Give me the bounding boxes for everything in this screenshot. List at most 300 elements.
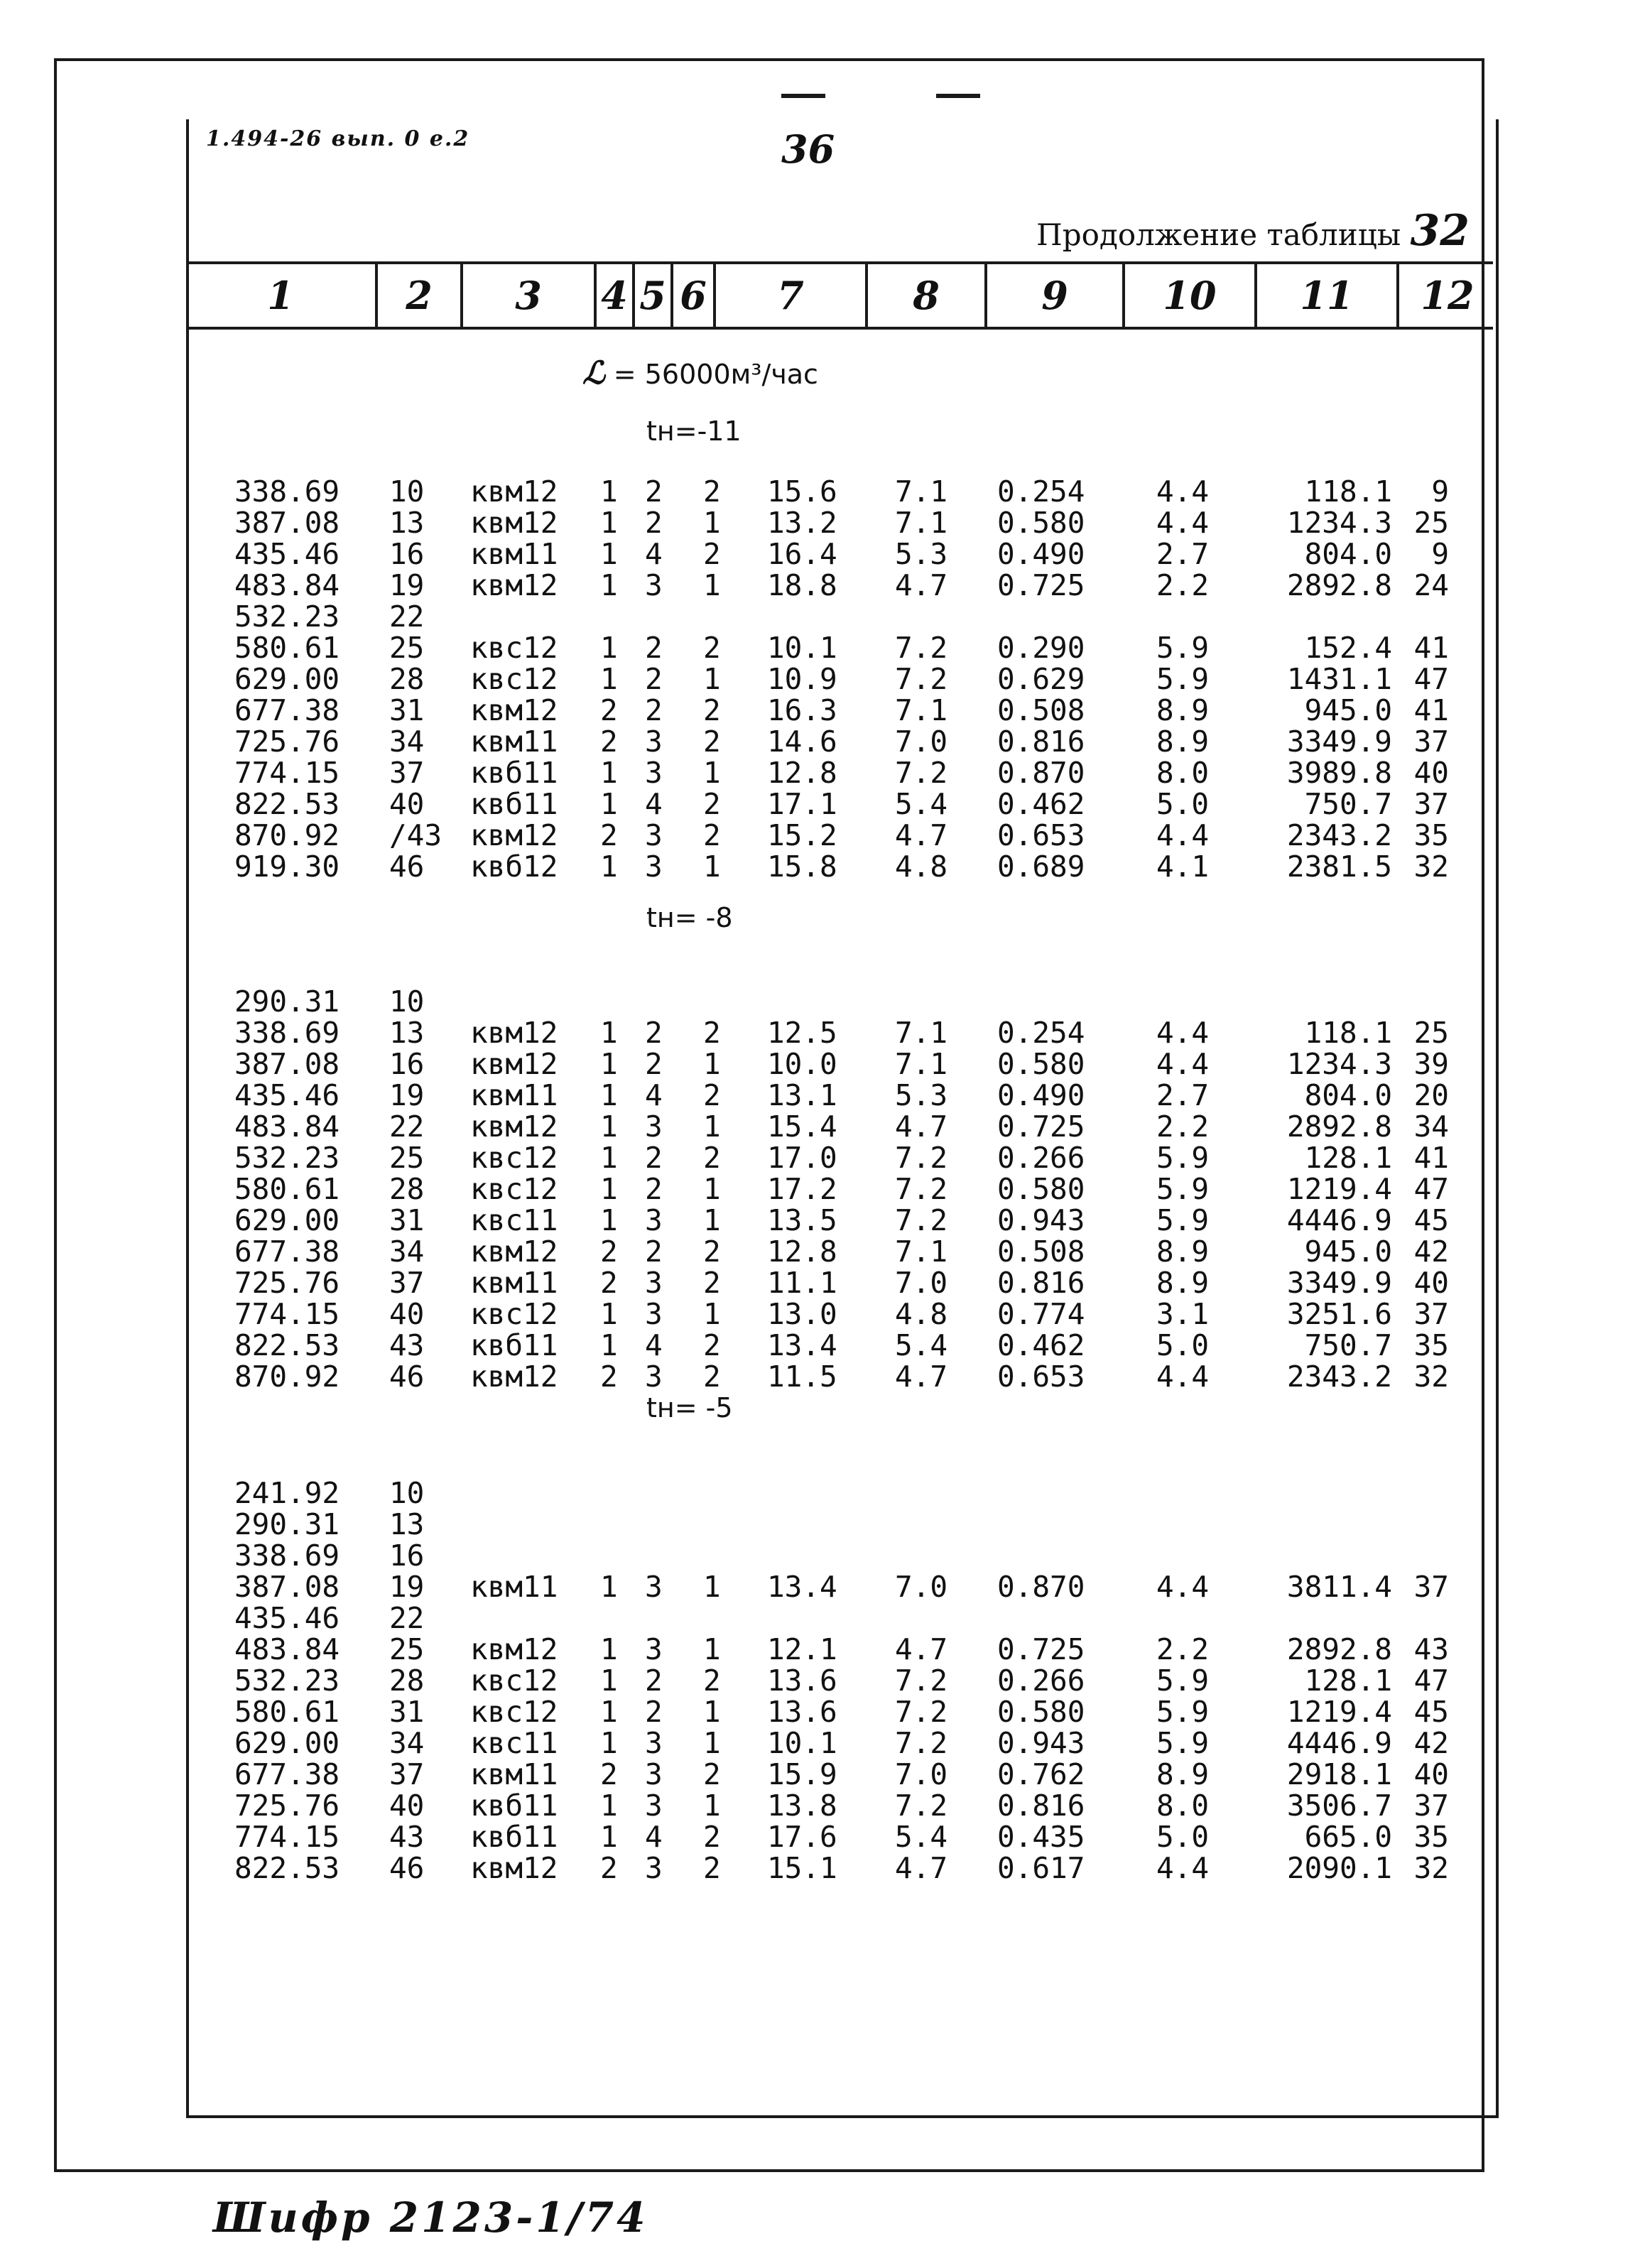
cell-col-8: 7.2 xyxy=(895,1203,948,1237)
cell-col-8: 4.7 xyxy=(895,1632,948,1666)
cell-col-6: 1 xyxy=(703,1203,721,1237)
cell-col-4: 1 xyxy=(600,1297,618,1331)
column-header-3: 3 xyxy=(463,264,597,327)
cell-col-10: 4.4 xyxy=(1156,1570,1210,1604)
cell-col-11: 665.0 xyxy=(1304,1820,1392,1854)
cell-col-2: 37 xyxy=(389,1266,425,1300)
cell-col-1: 677.38 xyxy=(234,1235,340,1269)
cell-col-9: 0.725 xyxy=(997,1109,1085,1144)
cell-col-12: 40 xyxy=(1413,756,1449,790)
cell-col-1: 629.00 xyxy=(234,1726,340,1760)
cell-col-6: 2 xyxy=(703,1664,721,1698)
cell-col-8: 7.1 xyxy=(895,506,948,540)
cell-col-9: 0.580 xyxy=(997,1695,1085,1729)
cell-col-7: 16.3 xyxy=(767,693,837,727)
cell-col-6: 2 xyxy=(703,1851,721,1885)
cell-col-8: 4.7 xyxy=(895,1109,948,1144)
cell-col-7: 10.9 xyxy=(767,662,837,696)
cell-col-9: 0.725 xyxy=(997,1632,1085,1666)
cell-col-8: 7.0 xyxy=(895,1266,948,1300)
cell-col-12: 47 xyxy=(1413,662,1449,696)
cell-col-3: квб11 xyxy=(470,1328,558,1362)
cell-col-8: 7.0 xyxy=(895,725,948,759)
cell-col-10: 5.0 xyxy=(1156,1328,1210,1362)
cell-col-2: 13 xyxy=(389,506,425,540)
cell-col-1: 919.30 xyxy=(234,850,340,884)
cell-col-4: 1 xyxy=(600,1789,618,1823)
cell-col-5: 2 xyxy=(645,1016,663,1050)
cell-col-3: квм11 xyxy=(470,537,558,571)
cell-col-10: 2.2 xyxy=(1156,568,1210,602)
cell-col-12: 37 xyxy=(1413,725,1449,759)
cell-col-2: 28 xyxy=(389,662,425,696)
formula-symbol: ℒ xyxy=(582,355,605,391)
cell-col-9: 0.762 xyxy=(997,1757,1085,1791)
cell-col-1: 435.46 xyxy=(234,1601,340,1635)
column-header-row xyxy=(186,261,1493,330)
cell-col-11: 750.7 xyxy=(1304,787,1392,821)
cell-col-5: 3 xyxy=(645,1570,663,1604)
cell-col-2: 46 xyxy=(389,1851,425,1885)
cell-col-10: 8.9 xyxy=(1156,1757,1210,1791)
cell-col-12: 43 xyxy=(1413,1632,1449,1666)
cell-col-11: 3349.9 xyxy=(1286,725,1392,759)
cell-col-6: 1 xyxy=(703,1789,721,1823)
column-header-12: 12 xyxy=(1421,273,1475,318)
cell-col-1: 822.53 xyxy=(234,787,340,821)
table-number: 32 xyxy=(1410,206,1470,256)
cell-col-2: 43 xyxy=(389,1820,425,1854)
cell-col-10: 4.4 xyxy=(1156,506,1210,540)
cell-col-7: 13.5 xyxy=(767,1203,837,1237)
cell-col-2: 13 xyxy=(389,1507,425,1541)
cell-col-7: 15.9 xyxy=(767,1757,837,1791)
cell-col-6: 1 xyxy=(703,1172,721,1206)
cell-col-2: 16 xyxy=(389,537,425,571)
cell-col-1: 241.92 xyxy=(234,1476,340,1510)
cell-col-2: /43 xyxy=(389,818,442,852)
cell-col-9: 0.490 xyxy=(997,537,1085,571)
cell-col-7: 17.0 xyxy=(767,1141,837,1175)
cell-col-3: квм11 xyxy=(470,1078,558,1112)
cell-col-8: 7.0 xyxy=(895,1757,948,1791)
cell-col-10: 5.9 xyxy=(1156,1203,1210,1237)
cell-col-6: 1 xyxy=(703,756,721,790)
column-header-10: 10 xyxy=(1125,264,1257,327)
cell-col-5: 2 xyxy=(645,662,663,696)
cell-col-2: 25 xyxy=(389,631,425,665)
cell-col-11: 2090.1 xyxy=(1286,1851,1392,1885)
cell-col-7: 14.6 xyxy=(767,725,837,759)
cell-col-8: 7.1 xyxy=(895,1235,948,1269)
cell-col-7: 12.5 xyxy=(767,1016,837,1050)
cell-col-2: 31 xyxy=(389,1695,425,1729)
cell-col-7: 10.1 xyxy=(767,631,837,665)
cell-col-2: 34 xyxy=(389,1726,425,1760)
cell-col-8: 5.3 xyxy=(895,537,948,571)
cell-col-8: 7.1 xyxy=(895,1016,948,1050)
cell-col-4: 1 xyxy=(600,631,618,665)
cell-col-7: 17.2 xyxy=(767,1172,837,1206)
cell-col-4: 2 xyxy=(600,818,618,852)
cell-col-1: 870.92 xyxy=(234,1360,340,1394)
cell-col-6: 2 xyxy=(703,693,721,727)
formula-value: 56000м³/час xyxy=(644,359,818,390)
cell-col-4: 1 xyxy=(600,506,618,540)
cell-col-1: 580.61 xyxy=(234,1695,340,1729)
cell-col-11: 118.1 xyxy=(1304,1016,1392,1050)
cell-col-11: 2892.8 xyxy=(1286,568,1392,602)
cell-col-3: квм12 xyxy=(470,818,558,852)
cell-col-1: 532.23 xyxy=(234,599,340,634)
cell-col-7: 10.0 xyxy=(767,1047,837,1081)
cell-col-9: 0.816 xyxy=(997,1266,1085,1300)
cell-col-12: 37 xyxy=(1413,787,1449,821)
cell-col-3: квс12 xyxy=(470,1141,558,1175)
cell-col-1: 725.76 xyxy=(234,1266,340,1300)
cell-col-8: 4.7 xyxy=(895,1851,948,1885)
cell-col-11: 128.1 xyxy=(1304,1664,1392,1698)
cell-col-2: 28 xyxy=(389,1172,425,1206)
top-dash-right xyxy=(936,94,980,98)
cell-col-12: 40 xyxy=(1413,1266,1449,1300)
cell-col-10: 2.7 xyxy=(1156,537,1210,571)
cell-col-11: 2892.8 xyxy=(1286,1109,1392,1144)
cell-col-3: квм12 xyxy=(470,693,558,727)
cell-col-3: квм12 xyxy=(470,1632,558,1666)
cell-col-10: 5.9 xyxy=(1156,1141,1210,1175)
cell-col-6: 1 xyxy=(703,850,721,884)
cell-col-6: 2 xyxy=(703,1820,721,1854)
cell-col-8: 4.7 xyxy=(895,568,948,602)
cell-col-5: 3 xyxy=(645,818,663,852)
cell-col-2: 19 xyxy=(389,1570,425,1604)
cell-col-12: 45 xyxy=(1413,1695,1449,1729)
cell-col-5: 3 xyxy=(645,756,663,790)
cell-col-7: 13.4 xyxy=(767,1328,837,1362)
cell-col-2: 40 xyxy=(389,787,425,821)
cell-col-3: квс11 xyxy=(470,1203,558,1237)
cell-col-1: 483.84 xyxy=(234,1109,340,1144)
cell-col-4: 1 xyxy=(600,787,618,821)
cell-col-2: 34 xyxy=(389,725,425,759)
cell-col-10: 4.4 xyxy=(1156,1016,1210,1050)
cell-col-10: 2.2 xyxy=(1156,1632,1210,1666)
cell-col-5: 2 xyxy=(645,1141,663,1175)
cell-col-4: 1 xyxy=(600,568,618,602)
cell-col-7: 13.4 xyxy=(767,1570,837,1604)
cell-col-6: 1 xyxy=(703,1109,721,1144)
cell-col-3: квм12 xyxy=(470,474,558,509)
cell-col-3: квм11 xyxy=(470,1757,558,1791)
cell-col-1: 387.08 xyxy=(234,506,340,540)
cell-col-3: квм12 xyxy=(470,1047,558,1081)
cell-col-11: 3506.7 xyxy=(1286,1789,1392,1823)
cell-col-2: 25 xyxy=(389,1141,425,1175)
cell-col-12: 47 xyxy=(1413,1664,1449,1698)
cell-col-7: 13.8 xyxy=(767,1789,837,1823)
cell-col-8: 5.3 xyxy=(895,1078,948,1112)
cell-col-8: 7.1 xyxy=(895,474,948,509)
cell-col-7: 11.1 xyxy=(767,1266,837,1300)
cell-col-3: квм12 xyxy=(470,1109,558,1144)
cell-col-8: 7.2 xyxy=(895,1695,948,1729)
cell-col-11: 945.0 xyxy=(1304,1235,1392,1269)
cell-col-7: 13.6 xyxy=(767,1695,837,1729)
cell-col-11: 4446.9 xyxy=(1286,1203,1392,1237)
cell-col-10: 5.9 xyxy=(1156,1664,1210,1698)
cell-col-3: квм12 xyxy=(470,1235,558,1269)
column-header-5: 5 xyxy=(635,264,673,327)
cell-col-9: 0.290 xyxy=(997,631,1085,665)
cell-col-10: 4.1 xyxy=(1156,850,1210,884)
cell-col-9: 0.580 xyxy=(997,506,1085,540)
column-header-2: 2 xyxy=(378,264,463,327)
cell-col-7: 15.2 xyxy=(767,818,837,852)
cell-col-3: квс12 xyxy=(470,662,558,696)
cell-col-10: 8.0 xyxy=(1156,1789,1210,1823)
cell-col-11: 1219.4 xyxy=(1286,1172,1392,1206)
cell-col-1: 532.23 xyxy=(234,1664,340,1698)
cell-col-8: 4.7 xyxy=(895,818,948,852)
cell-col-1: 290.31 xyxy=(234,1507,340,1541)
cell-col-1: 822.53 xyxy=(234,1328,340,1362)
cell-col-9: 0.266 xyxy=(997,1664,1085,1698)
cell-col-11: 152.4 xyxy=(1304,631,1392,665)
cell-col-12: 24 xyxy=(1413,568,1449,602)
cell-col-8: 7.2 xyxy=(895,1172,948,1206)
cell-col-1: 338.69 xyxy=(234,1539,340,1573)
cell-col-3: квм12 xyxy=(470,1016,558,1050)
cell-col-2: 43 xyxy=(389,1328,425,1362)
cell-col-2: 16 xyxy=(389,1047,425,1081)
cell-col-11: 118.1 xyxy=(1304,474,1392,509)
cell-col-6: 2 xyxy=(703,1141,721,1175)
cell-col-8: 7.1 xyxy=(895,693,948,727)
cell-col-4: 1 xyxy=(600,1203,618,1237)
cell-col-3: квм12 xyxy=(470,506,558,540)
cell-col-5: 2 xyxy=(645,506,663,540)
cell-col-11: 2343.2 xyxy=(1286,1360,1392,1394)
cell-col-5: 3 xyxy=(645,1851,663,1885)
cell-col-3: квб11 xyxy=(470,756,558,790)
section-label-2: tн= -8 xyxy=(646,902,733,933)
cell-col-10: 4.4 xyxy=(1156,1360,1210,1394)
cell-col-6: 2 xyxy=(703,1360,721,1394)
cell-col-2: 10 xyxy=(389,474,425,509)
cell-col-3: квм12 xyxy=(470,568,558,602)
cell-col-3: квс12 xyxy=(470,1172,558,1206)
cell-col-5: 3 xyxy=(645,1203,663,1237)
cell-col-4: 2 xyxy=(600,1235,618,1269)
cell-col-1: 580.61 xyxy=(234,631,340,665)
cell-col-7: 13.6 xyxy=(767,1664,837,1698)
cell-col-4: 1 xyxy=(600,1172,618,1206)
cell-col-8: 5.4 xyxy=(895,787,948,821)
cell-col-11: 750.7 xyxy=(1304,1328,1392,1362)
cell-col-7: 11.5 xyxy=(767,1360,837,1394)
cell-col-6: 2 xyxy=(703,1016,721,1050)
cell-col-9: 0.653 xyxy=(997,818,1085,852)
cell-col-8: 7.2 xyxy=(895,756,948,790)
cell-col-12: 20 xyxy=(1413,1078,1449,1112)
cell-col-12: 37 xyxy=(1413,1789,1449,1823)
cell-col-10: 5.9 xyxy=(1156,1726,1210,1760)
cell-col-9: 0.689 xyxy=(997,850,1085,884)
cell-col-7: 12.1 xyxy=(767,1632,837,1666)
cell-col-11: 804.0 xyxy=(1304,537,1392,571)
cell-col-5: 2 xyxy=(645,693,663,727)
cell-col-4: 1 xyxy=(600,1328,618,1362)
cell-col-9: 0.508 xyxy=(997,693,1085,727)
cell-col-1: 435.46 xyxy=(234,537,340,571)
cell-col-3: квм12 xyxy=(470,1360,558,1394)
cell-col-6: 1 xyxy=(703,1695,721,1729)
cell-col-8: 7.2 xyxy=(895,1726,948,1760)
airflow-formula xyxy=(582,355,818,391)
cell-col-9: 0.254 xyxy=(997,1016,1085,1050)
cell-col-6: 2 xyxy=(703,1266,721,1300)
cell-col-5: 3 xyxy=(645,1297,663,1331)
column-header-8: 8 xyxy=(868,264,987,327)
cell-col-4: 1 xyxy=(600,1047,618,1081)
cell-col-7: 16.4 xyxy=(767,537,837,571)
cell-col-1: 532.23 xyxy=(234,1141,340,1175)
cell-col-7: 15.4 xyxy=(767,1109,837,1144)
cell-col-1: 677.38 xyxy=(234,693,340,727)
cell-col-10: 8.9 xyxy=(1156,1266,1210,1300)
cell-col-4: 1 xyxy=(600,850,618,884)
cell-col-5: 3 xyxy=(645,1757,663,1791)
cell-col-9: 0.580 xyxy=(997,1172,1085,1206)
cell-col-5: 3 xyxy=(645,1266,663,1300)
cell-col-9: 0.653 xyxy=(997,1360,1085,1394)
cell-col-5: 2 xyxy=(645,1664,663,1698)
cell-col-11: 4446.9 xyxy=(1286,1726,1392,1760)
cell-col-4: 1 xyxy=(600,756,618,790)
cell-col-1: 483.84 xyxy=(234,568,340,602)
cell-col-5: 2 xyxy=(645,1172,663,1206)
cell-col-1: 629.00 xyxy=(234,662,340,696)
cell-col-4: 2 xyxy=(600,725,618,759)
cell-col-5: 4 xyxy=(645,1328,663,1362)
column-header-6: 6 xyxy=(673,264,716,327)
cell-col-11: 945.0 xyxy=(1304,693,1392,727)
cell-col-2: 19 xyxy=(389,1078,425,1112)
cell-col-6: 2 xyxy=(703,787,721,821)
cell-col-4: 1 xyxy=(600,1632,618,1666)
cell-col-3: квс12 xyxy=(470,1664,558,1698)
cell-col-5: 3 xyxy=(645,725,663,759)
column-header-9: 9 xyxy=(987,264,1125,327)
cell-col-1: 580.61 xyxy=(234,1172,340,1206)
cell-col-8: 5.4 xyxy=(895,1328,948,1362)
cell-col-3: квб11 xyxy=(470,787,558,821)
cell-col-9: 0.943 xyxy=(997,1726,1085,1760)
cell-col-3: квм11 xyxy=(470,1570,558,1604)
cell-col-1: 725.76 xyxy=(234,1789,340,1823)
cell-col-10: 4.4 xyxy=(1156,1047,1210,1081)
cell-col-12: 35 xyxy=(1413,1820,1449,1854)
cell-col-1: 822.53 xyxy=(234,1851,340,1885)
cell-col-8: 7.2 xyxy=(895,1664,948,1698)
cell-col-11: 3811.4 xyxy=(1286,1570,1392,1604)
cell-col-8: 4.8 xyxy=(895,850,948,884)
cell-col-5: 4 xyxy=(645,1820,663,1854)
cell-col-9: 0.943 xyxy=(997,1203,1085,1237)
cell-col-6: 1 xyxy=(703,1726,721,1760)
cell-col-1: 387.08 xyxy=(234,1570,340,1604)
cell-col-5: 3 xyxy=(645,1632,663,1666)
cell-col-6: 1 xyxy=(703,662,721,696)
cell-col-3: квб11 xyxy=(470,1789,558,1823)
cell-col-7: 13.1 xyxy=(767,1078,837,1112)
cell-col-1: 774.15 xyxy=(234,756,340,790)
cell-col-4: 2 xyxy=(600,693,618,727)
document-code: 1.494-26 вып. 0 е.2 xyxy=(206,126,470,151)
cell-col-4: 1 xyxy=(600,662,618,696)
cell-col-9: 0.254 xyxy=(997,474,1085,509)
section-label-1: tн=-11 xyxy=(646,416,742,447)
cell-col-10: 8.9 xyxy=(1156,725,1210,759)
cell-col-2: 22 xyxy=(389,599,425,634)
cell-col-3: квб11 xyxy=(470,1820,558,1854)
cell-col-5: 3 xyxy=(645,568,663,602)
cell-col-2: 46 xyxy=(389,1360,425,1394)
cell-col-7: 15.1 xyxy=(767,1851,837,1885)
cell-col-1: 290.31 xyxy=(234,984,340,1019)
cell-col-10: 2.7 xyxy=(1156,1078,1210,1112)
cell-col-9: 0.816 xyxy=(997,725,1085,759)
cell-col-11: 3349.9 xyxy=(1286,1266,1392,1300)
cell-col-1: 483.84 xyxy=(234,1632,340,1666)
cell-col-7: 13.2 xyxy=(767,506,837,540)
cell-col-6: 2 xyxy=(703,1757,721,1791)
section-label-3: tн= -5 xyxy=(646,1392,733,1423)
cell-col-9: 0.435 xyxy=(997,1820,1085,1854)
cell-col-6: 1 xyxy=(703,1297,721,1331)
continuation-label: Продолжение таблицы xyxy=(1036,217,1401,252)
footer-cipher: Шифр 2123-1/74 xyxy=(213,2193,648,2242)
cell-col-6: 2 xyxy=(703,474,721,509)
cell-col-3: квм11 xyxy=(470,1266,558,1300)
cell-col-8: 4.8 xyxy=(895,1297,948,1331)
cell-col-1: 725.76 xyxy=(234,725,340,759)
cell-col-7: 13.0 xyxy=(767,1297,837,1331)
cell-col-12: 35 xyxy=(1413,818,1449,852)
cell-col-11: 804.0 xyxy=(1304,1078,1392,1112)
cell-col-9: 0.580 xyxy=(997,1047,1085,1081)
cell-col-3: квм12 xyxy=(470,1851,558,1885)
cell-col-1: 387.08 xyxy=(234,1047,340,1081)
cell-col-4: 2 xyxy=(600,1851,618,1885)
cell-col-9: 0.870 xyxy=(997,1570,1085,1604)
cell-col-12: 45 xyxy=(1413,1203,1449,1237)
cell-col-7: 17.6 xyxy=(767,1820,837,1854)
cell-col-5: 2 xyxy=(645,1695,663,1729)
cell-col-9: 0.816 xyxy=(997,1789,1085,1823)
cell-col-2: 40 xyxy=(389,1789,425,1823)
cell-col-6: 2 xyxy=(703,818,721,852)
cell-col-3: квб12 xyxy=(470,850,558,884)
cell-col-12: 40 xyxy=(1413,1757,1449,1791)
cell-col-6: 2 xyxy=(703,1235,721,1269)
cell-col-2: 37 xyxy=(389,756,425,790)
cell-col-11: 2918.1 xyxy=(1286,1757,1392,1791)
cell-col-5: 3 xyxy=(645,1726,663,1760)
cell-col-12: 32 xyxy=(1413,1851,1449,1885)
cell-col-4: 1 xyxy=(600,537,618,571)
